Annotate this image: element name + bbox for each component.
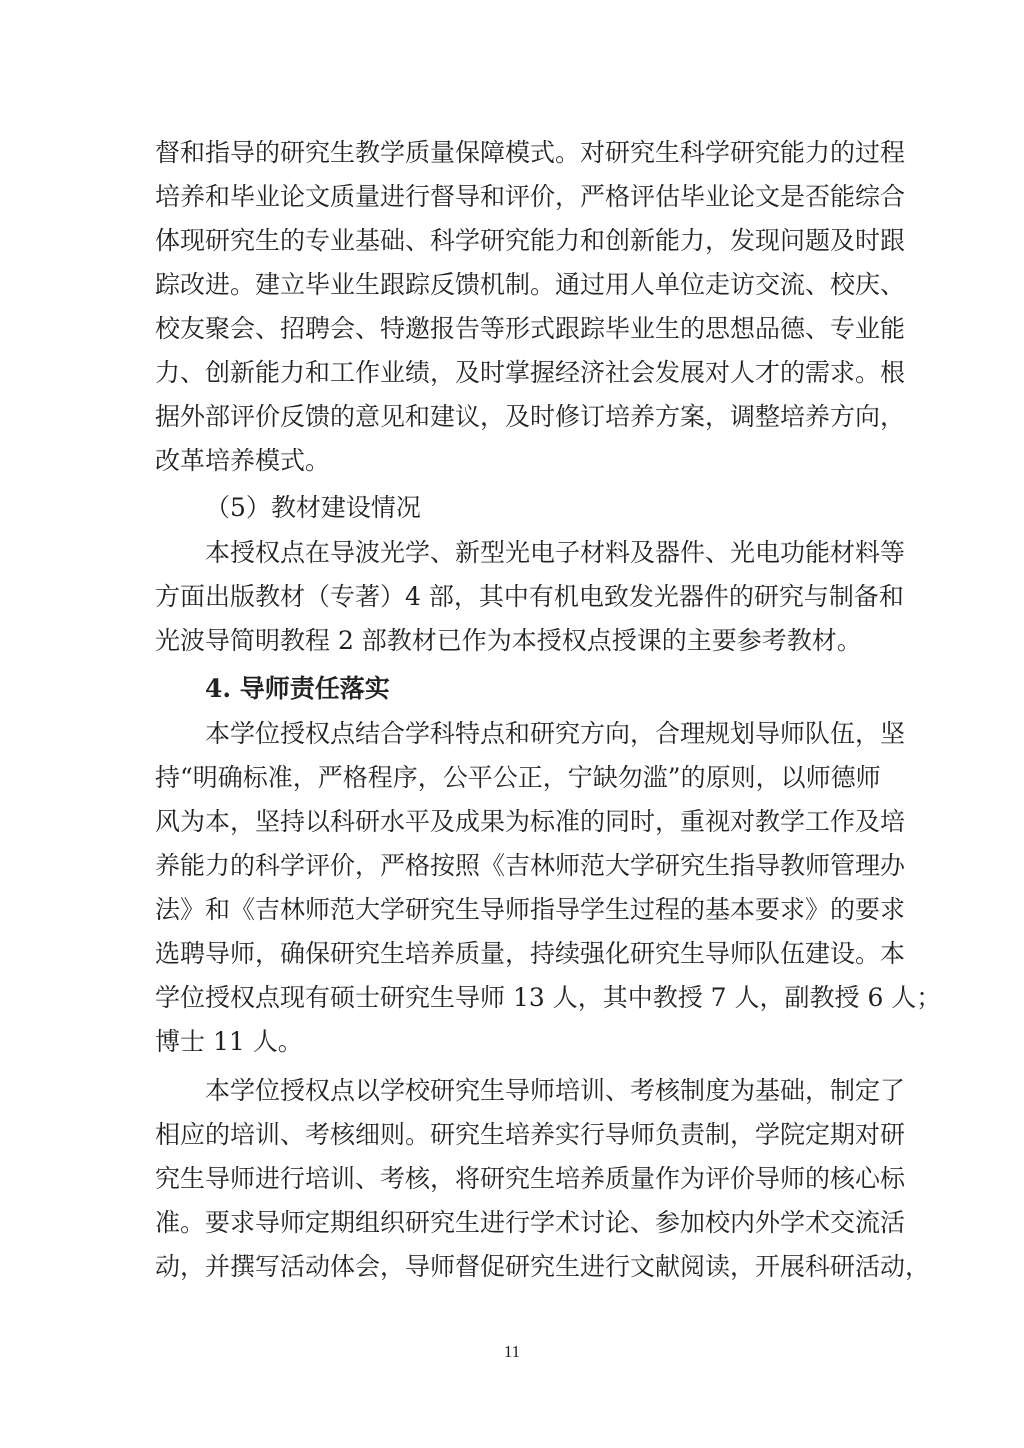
paragraph-1-line: 体现研究生的专业基础、科学研究能力和创新能力，发现问题及时跟 <box>155 226 906 255</box>
paragraph-1-line: 改革培养模式。 <box>155 446 331 475</box>
paragraph-1-line: 培养和毕业论文质量进行督导和评价，严格评估毕业论文是否能综合 <box>155 182 906 211</box>
paragraph-3-line: 本学位授权点结合学科特点和研究方向，合理规划导师队伍，坚 <box>205 719 906 748</box>
paragraph-4-line: 相应的培训、考核细则。研究生培养实行导师负责制，学院定期对研 <box>155 1120 906 1149</box>
paragraph-1-line: 踪改进。建立毕业生跟踪反馈机制。通过用人单位走访交流、校庆、 <box>155 270 906 299</box>
subheading-textbook-construction: （5）教材建设情况 <box>205 493 421 522</box>
paragraph-4-line: 究生导师进行培训、考核，将研究生培养质量作为评价导师的核心标 <box>155 1164 906 1193</box>
paragraph-4-line: 准。要求导师定期组织研究生进行学术讨论、参加校内外学术交流活 <box>155 1208 906 1237</box>
paragraph-3-line: 法》和《吉林师范大学研究生导师指导学生过程的基本要求》的要求 <box>155 895 906 924</box>
paragraph-1-line: 校友聚会、招聘会、特邀报告等形式跟踪毕业生的思想品德、专业能 <box>155 314 906 343</box>
paragraph-2-line: 方面出版教材（专著）4 部，其中有机电致发光器件的研究与制备和 <box>155 582 904 611</box>
paragraph-3-line: 博士 11 人。 <box>155 1027 303 1056</box>
paragraph-1-line: 力、创新能力和工作业绩，及时掌握经济社会发展对人才的需求。根 <box>155 358 906 387</box>
paragraph-1-line: 据外部评价反馈的意见和建议，及时修订培养方案，调整培养方向， <box>155 402 906 431</box>
section-heading-supervisor-responsibility: 4. 导师责任落实 <box>205 674 390 703</box>
paragraph-3-line: 学位授权点现有硕士研究生导师 13 人，其中教授 7 人，副教授 6 人； <box>155 983 942 1012</box>
paragraph-4-line: 本学位授权点以学校研究生导师培训、考核制度为基础，制定了 <box>205 1076 906 1105</box>
paragraph-3-line: 选聘导师，确保研究生培养质量，持续强化研究生导师队伍建设。本 <box>155 939 906 968</box>
paragraph-4-line: 动，并撰写活动体会，导师督促研究生进行文献阅读，开展科研活动， <box>155 1252 931 1281</box>
paragraph-1-line: 督和指导的研究生教学质量保障模式。对研究生科学研究能力的过程 <box>155 138 906 167</box>
paragraph-2-line: 光波导简明教程 2 部教材已作为本授权点授课的主要参考教材。 <box>155 626 862 655</box>
paragraph-3-line: 风为本，坚持以科研水平及成果为标准的同时，重视对教学工作及培 <box>155 807 906 836</box>
page-number: 11 <box>503 1342 521 1361</box>
paragraph-3-line: 持“明确标准，严格程序，公平公正，宁缺勿滥”的原则，以师德师 <box>155 763 881 792</box>
paragraph-2-line: 本授权点在导波光学、新型光电子材料及器件、光电功能材料等 <box>205 538 906 567</box>
paragraph-3-line: 养能力的科学评价，严格按照《吉林师范大学研究生指导教师管理办 <box>155 851 906 880</box>
